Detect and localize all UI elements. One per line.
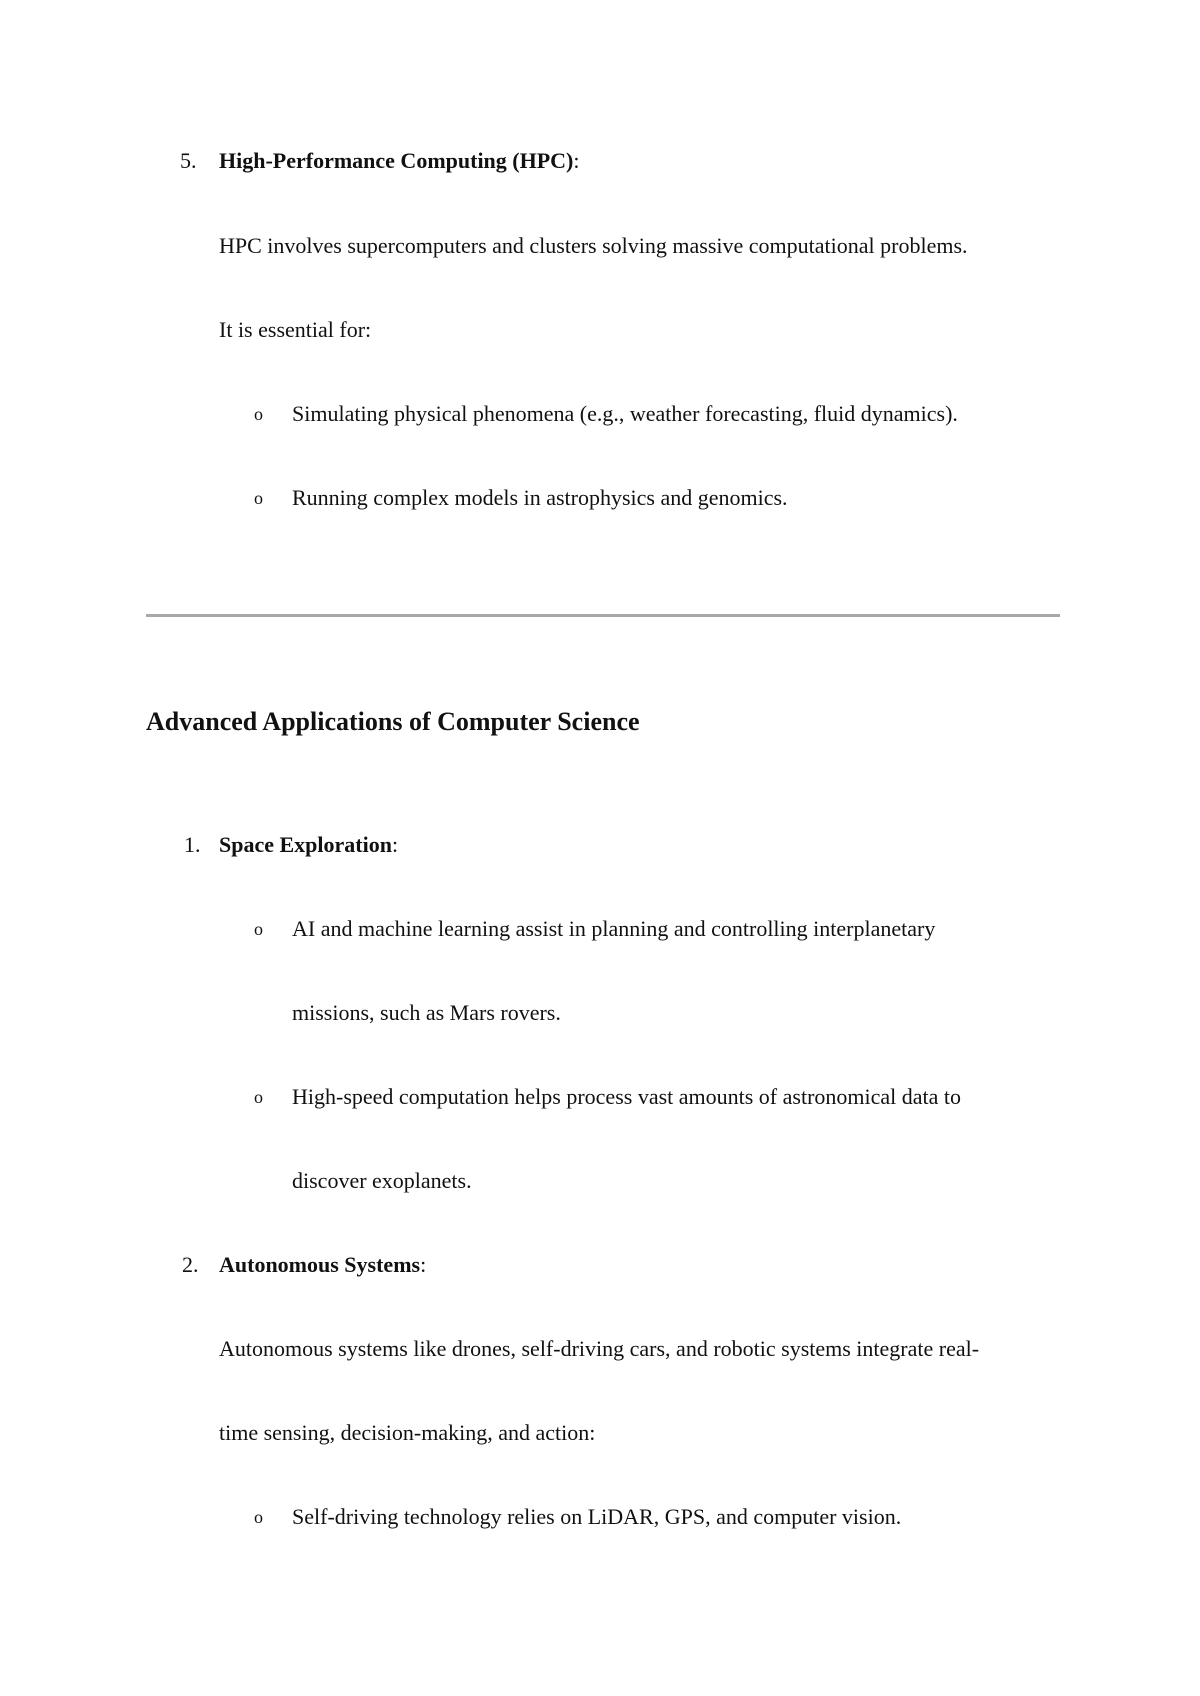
autonomous-title: Autonomous Systems bbox=[219, 1252, 421, 1277]
hpc-intro: It is essential for: bbox=[219, 317, 372, 342]
bullet-marker: o bbox=[254, 1087, 263, 1107]
list-item-space-title bbox=[219, 832, 398, 858]
hpc-bullet-1: Simulating physical phenomena (e.g., weather forecasting, fluid dynamics). bbox=[292, 401, 958, 426]
space-bullet-1-line-2: missions, such as Mars rovers. bbox=[292, 1000, 561, 1025]
bullet-marker: o bbox=[254, 404, 263, 424]
list-number-hpc: 5. bbox=[180, 148, 197, 173]
autonomous-bullet-1: Self-driving technology relies on LiDAR, GPS, and computer vision. bbox=[292, 1504, 902, 1529]
hpc-title: High-Performance Computing (HPC) bbox=[219, 148, 574, 173]
space-bullet-2-line-2: discover exoplanets. bbox=[292, 1168, 472, 1193]
hpc-bullet-2: Running complex models in astrophysics and genomics. bbox=[292, 485, 788, 510]
autonomous-title-colon: : bbox=[420, 1252, 427, 1277]
space-title-colon: : bbox=[391, 832, 399, 857]
bullet-marker: o bbox=[254, 919, 263, 939]
space-bullet-2-line-1: High-speed computation helps process vast amounts of astronomical data to bbox=[292, 1084, 962, 1109]
hpc-title-colon: : bbox=[573, 148, 580, 173]
horizontal-divider bbox=[146, 614, 1060, 617]
list-number-autonomous: 2. bbox=[182, 1252, 199, 1277]
bullet-marker: o bbox=[254, 488, 263, 508]
space-title: Space Exploration bbox=[219, 832, 392, 857]
list-number-space: 1. bbox=[184, 832, 201, 857]
autonomous-description-line-1: Autonomous systems like drones, self-driving cars, and robotic systems integrate real- bbox=[219, 1336, 980, 1361]
section-heading: Advanced Applications of Computer Science bbox=[146, 707, 640, 736]
autonomous-description-line-2: time sensing, decision-making, and action: bbox=[219, 1420, 596, 1445]
space-bullet-1-line-1: AI and machine learning assist in planning and controlling interplanetary bbox=[292, 916, 936, 941]
hpc-description: HPC involves supercomputers and clusters solving massive computational problems. bbox=[219, 233, 968, 258]
bullet-marker: o bbox=[254, 1507, 263, 1527]
list-item-hpc-title bbox=[219, 148, 580, 174]
list-item-autonomous-title bbox=[219, 1252, 426, 1278]
